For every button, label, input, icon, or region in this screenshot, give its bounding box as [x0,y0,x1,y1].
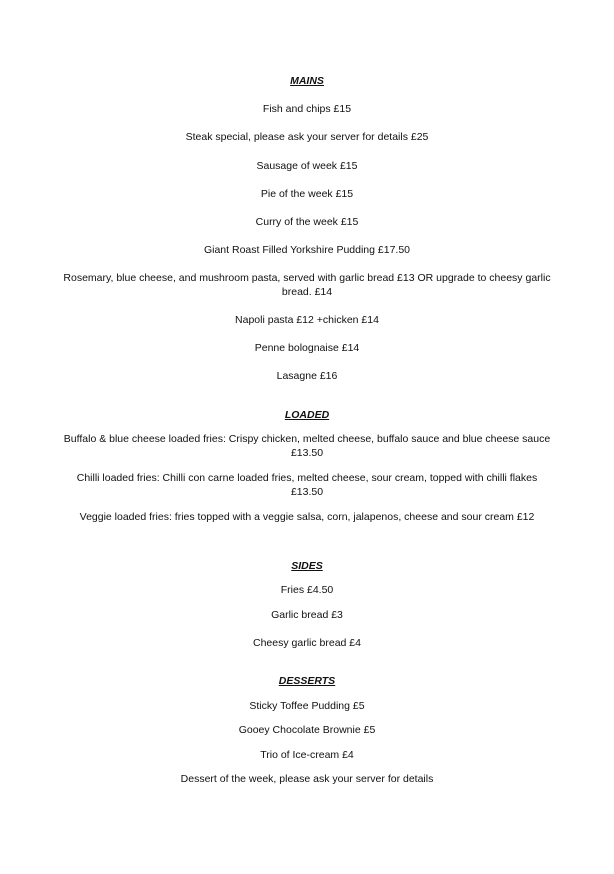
menu-item: Steak special, please ask your server for details £25 [185,131,429,143]
menu-item: Napoli pasta £12 +chicken £14 [235,314,379,326]
menu-item: Gooey Chocolate Brownie £5 [238,724,376,736]
menu-item: Lasagne £16 [276,370,338,382]
menu-item: Sausage of week £15 [256,160,358,172]
menu-item: Curry of the week £15 [255,216,359,228]
menu-item: Veggie loaded fries: fries topped with a veggie salsa, corn, jalapenos, cheese and sour cream £12 [79,511,535,523]
section-heading-loaded: LOADED [284,409,330,421]
section-heading-mains: MAINS [290,75,324,87]
menu-item: Fries £4.50 [280,584,334,596]
menu-item: Rosemary, blue cheese, and mushroom pasta, served with garlic bread £13 OR upgrade to cheesy garlic bread. £14 [63,272,551,298]
menu-item: Dessert of the week, please ask your server for details [180,773,434,785]
menu-item: Penne bolognaise £14 [254,342,360,354]
section-heading-desserts: DESSERTS [278,675,336,687]
section-heading-sides: SIDES [291,560,323,572]
menu-item: Giant Roast Filled Yorkshire Pudding £17.50 [203,244,411,256]
menu-item: Pie of the week £15 [260,188,354,200]
menu-item: Cheesy garlic bread £4 [253,637,361,649]
menu-item: Garlic bread £3 [271,609,343,621]
menu-item: Fish and chips £15 [262,103,352,115]
menu-item: Trio of Ice-cream £4 [260,749,354,761]
menu-item: Buffalo & blue cheese loaded fries: Crispy chicken, melted cheese, buffalo sauce and blue cheese sauce £13.50 [63,433,551,459]
menu-item: Chilli loaded fries: Chilli con carne loaded fries, melted cheese, sour cream, topped with chilli flakes £13.50 [76,472,538,498]
menu-item: Sticky Toffee Pudding £5 [249,700,365,712]
